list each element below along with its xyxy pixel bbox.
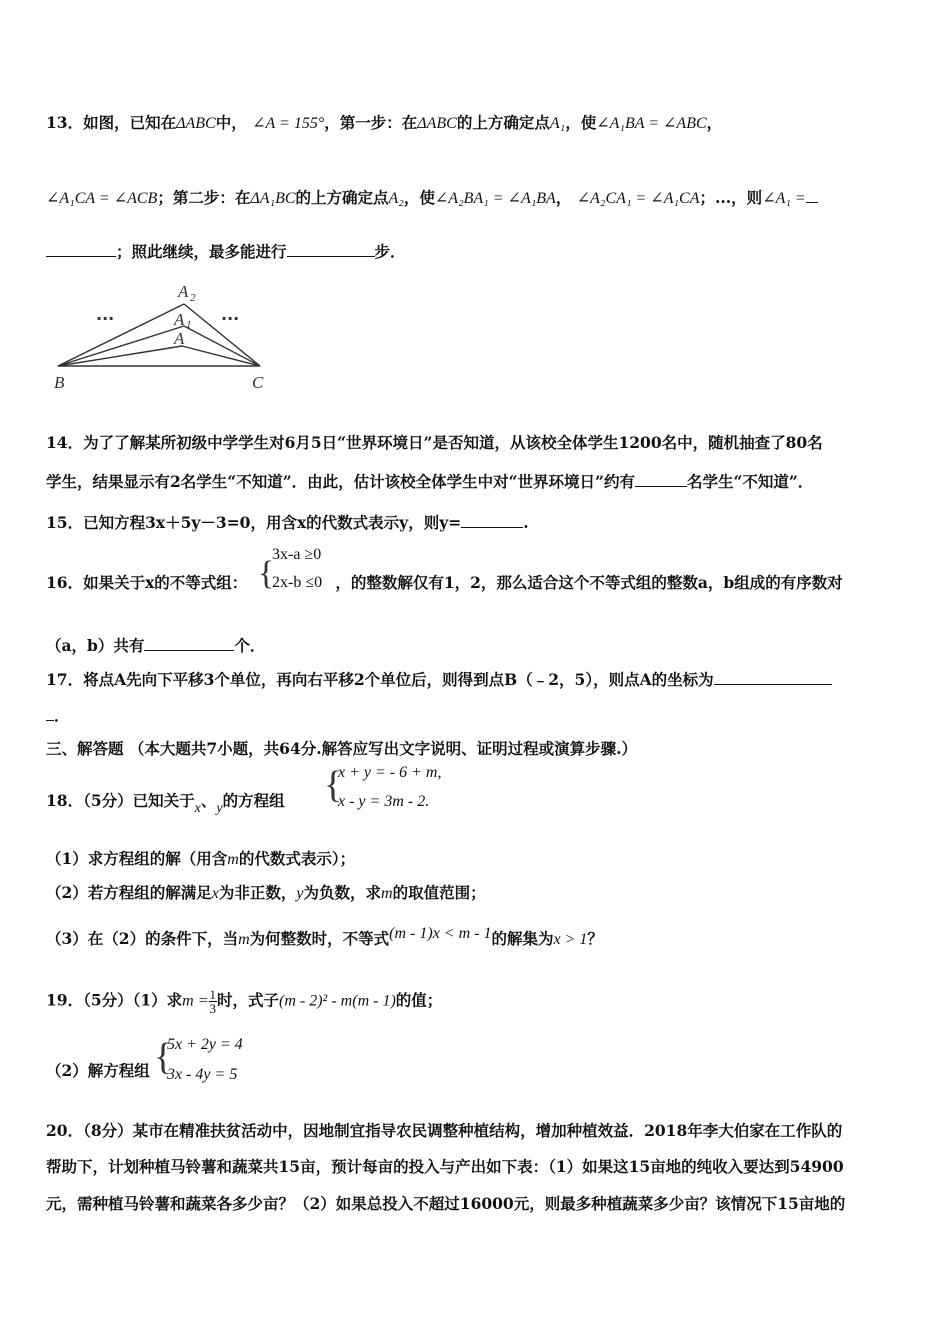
fig-line-ca1	[184, 326, 260, 366]
q13-line3	[46, 240, 406, 263]
q13-triangle-2: ΔABC	[417, 115, 457, 132]
q18-text2: 的方程组	[222, 791, 285, 810]
q13-triangle: ΔABC	[176, 115, 216, 132]
fig-label-a2: A	[178, 282, 189, 301]
fig-label-c: C	[252, 373, 264, 392]
q18-var-x: x	[194, 801, 201, 816]
q19-text2: 时，式子	[217, 990, 280, 1010]
q18-brace: {	[324, 764, 343, 806]
q13-text10: ；照此继续，最多能进行	[116, 242, 287, 261]
q16-ineq2: 2x-b ≤0	[272, 574, 323, 591]
q16-text3: （a，b）共有	[46, 636, 145, 655]
q18-text1: 18．（5分）已知关于	[46, 791, 195, 810]
q17-blank-cont[interactable]	[46, 704, 54, 721]
q15-line	[46, 511, 529, 534]
q16-text4: 个．	[234, 636, 266, 655]
q13-text6: ；第二步：在	[157, 188, 251, 207]
q13-text4: 的上方确定点	[456, 113, 550, 132]
q19-p2: （2）解方程组	[46, 1061, 150, 1080]
q17-text: 17．将点A先向下平移3个单位，再向右平移2个单位后，则得到点B（﹣2，5），则点A的坐标为	[46, 670, 714, 689]
q19-eq1: 5x + 2y = 4	[167, 1036, 243, 1053]
q16-text2: ，的整数解仅有1，2，那么适合这个不等式组的整数a，b组成的有序数对	[335, 573, 843, 592]
q13-blank-1b[interactable]	[46, 240, 116, 257]
q13-text5: ，使	[565, 113, 597, 132]
q17-blank[interactable]	[714, 668, 832, 685]
q16-ineq1: 3x-a ≥0	[272, 546, 322, 563]
q13-text7: 的上方确定点	[295, 188, 389, 207]
q18-eq2: x - y = 3m - 2.	[338, 793, 430, 810]
q18-p2-m: m	[381, 885, 393, 902]
q13-eq2: ∠A₁CA = ∠ACB	[46, 190, 158, 207]
q13-line2	[46, 186, 818, 210]
q13-text1: 如图，已知在	[83, 113, 177, 132]
q13-text3: ，第一步：在	[324, 113, 418, 132]
q13-triangle-a1bc: ΔA₁BC	[250, 190, 296, 207]
q13-point-a2: A₂	[388, 190, 404, 207]
fig-line-ba1	[58, 326, 184, 366]
q18-p3-m: m	[238, 931, 250, 948]
q19-line1	[46, 988, 442, 1015]
q14-blank[interactable]	[635, 470, 687, 487]
q13-point-a1: A₁	[549, 115, 566, 132]
fig-label-b: B	[54, 373, 65, 392]
q19-eq2: 3x - 4y = 5	[167, 1066, 238, 1083]
q18-sep: 、	[200, 791, 217, 810]
q18-p3b: 为何整数时，不等式	[249, 929, 390, 948]
q14-text2b: 名学生“不知道”．	[686, 472, 814, 491]
q13-blank-2[interactable]	[287, 240, 375, 257]
q14-line1: 14．为了了解某所初级中学学生对6月5日“世界环境日”是否知道，从该校全体学生1200名中，随机抽查了80名	[46, 433, 823, 452]
q18-p3-sol: x > 1	[553, 931, 588, 948]
q18-p2a: （2）若方程组的解满足	[46, 883, 212, 902]
q18-p3d: ？	[587, 929, 603, 948]
q16-line1	[46, 572, 843, 594]
q18-line1	[46, 790, 285, 814]
fig-dots-right: ···	[221, 309, 240, 328]
q18-p2d: 的取值范围；	[392, 883, 486, 902]
q18-p2c: 为负数，求	[303, 883, 382, 902]
q18-var-y: y	[216, 801, 223, 816]
q17-line2	[46, 704, 70, 727]
q13-comma-2: ，	[555, 188, 572, 207]
q14-line2	[46, 470, 813, 493]
q13-blank-1a[interactable]	[806, 186, 818, 203]
q18-part1	[46, 848, 355, 871]
q13-text11: 步．	[374, 242, 406, 261]
q13-angle-a: ∠A = 155°	[252, 115, 325, 132]
section3-heading: 三、解答题 （本大题共7小题，共64分.解答应写出文字说明、证明过程或演算步骤.）	[46, 739, 638, 758]
q15-end: .	[523, 513, 529, 532]
q13-comma: ，	[706, 113, 723, 132]
q13-eq1: ∠A₁BA = ∠ABC	[596, 115, 707, 132]
q19-text1: 19．（5分）（1）求	[46, 990, 183, 1010]
q18-p3-ineq: (m - 1)x < m - 1	[389, 925, 492, 942]
q16-line2	[46, 634, 265, 657]
q18-p3c: 的解集为	[491, 929, 554, 948]
q13-triangle-figure	[46, 282, 286, 394]
fig-dots-left: ···	[96, 309, 115, 328]
q19-frac-den: 3	[209, 1001, 216, 1016]
q16-blank[interactable]	[144, 634, 234, 651]
q18-part3	[46, 925, 603, 951]
q20-line1: 20．（8分）某市在精准扶贫活动中，因地制宜指导农民调整种植结构，增加种植效益．2018年李大伯家在工作队的	[46, 1121, 843, 1140]
q13-text9: ；...，则	[699, 188, 763, 207]
q16-text1: 16．如果关于x的不等式组：	[46, 573, 248, 592]
q13-eq3: ∠A₂BA₁ = ∠A₁BA	[434, 190, 556, 207]
q19-brace: {	[154, 1036, 173, 1078]
q18-p3a: （3）在（2）的条件下，当	[46, 929, 239, 948]
q18-p2-x: x	[211, 885, 219, 902]
q17-line	[46, 668, 832, 691]
q13-eq4: ∠A₂CA₁ = ∠A₁CA	[576, 190, 700, 207]
q18-p1a: （1）求方程组的解（用含	[46, 849, 228, 868]
q13-text8: ，使	[403, 188, 435, 207]
q13-eq5: ∠A₁ =	[762, 190, 806, 207]
fig-label-a2-sub: 2	[190, 292, 196, 304]
fig-line-ba	[58, 346, 182, 366]
q18-p1-m: m	[227, 851, 239, 868]
q19-text3: 的值；	[395, 990, 443, 1010]
q19-part2	[46, 1060, 150, 1082]
q18-part2	[46, 882, 486, 905]
q19-frac-num: 1	[209, 987, 216, 1002]
q15-text: 15．已知方程3x＋5y－3=0，用含x的代数式表示y，则y=	[46, 513, 462, 532]
q18-p2b: 为非正数，	[218, 883, 297, 902]
q19-expr: (m - 2)² - m(m - 1)	[279, 992, 396, 1010]
q14-text2a: 学生，结果显示有2名学生“不知道”．由此，估计该校全体学生中对“世界环境日”约有	[46, 472, 635, 491]
q15-blank[interactable]	[461, 511, 523, 528]
fig-label-a1: A	[174, 310, 185, 329]
q19-m-eq: m =	[182, 992, 209, 1010]
q13-number: 13．	[46, 113, 84, 132]
q20-line3: 元，需种植马铃薯和蔬菜各多少亩？（2）如果总投入不超过16000元，则最多种植蔬菜多少亩？该情况下15亩地的	[46, 1194, 846, 1213]
q18-p1b: 的代数式表示）；	[238, 849, 356, 868]
q20-line2: 帮助下，计划种植马铃薯和蔬菜共15亩，预计每亩的投入与产出如下表：（1）如果这15亩地的纯收入要达到54900	[46, 1157, 844, 1176]
fig-label-a: A	[174, 329, 185, 348]
fig-line-ba2	[58, 304, 184, 366]
q16-brace: {	[258, 555, 275, 592]
q18-eq1: x + y = - 6 + m,	[338, 764, 442, 781]
q13-text2: 中，	[215, 113, 247, 132]
q19-fraction	[209, 988, 218, 1015]
q18-p2-y: y	[296, 885, 304, 902]
fig-label-a1-sub: 1	[186, 319, 192, 331]
q13-line1	[46, 112, 722, 135]
q17-end: ．	[54, 706, 70, 725]
